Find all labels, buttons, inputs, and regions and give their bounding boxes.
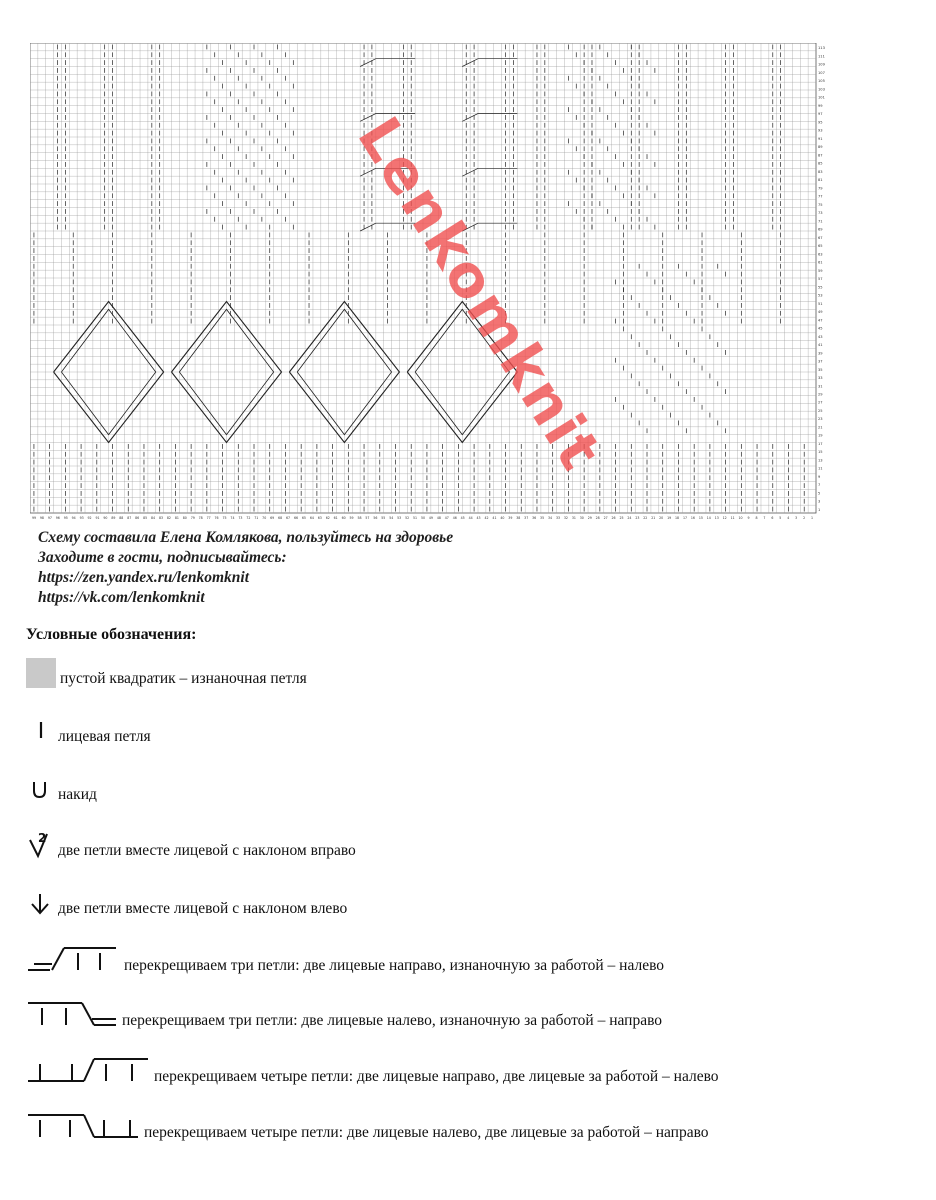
row-number-label: 83 bbox=[818, 169, 823, 174]
row-number-label: 79 bbox=[818, 186, 823, 191]
credits bbox=[38, 528, 453, 608]
credit-link-vk[interactable]: https://vk.com/lenkomknit bbox=[38, 589, 205, 606]
row-number-label: 25 bbox=[818, 408, 823, 413]
column-number-label: 15 bbox=[698, 516, 703, 520]
row-number-label: 45 bbox=[818, 326, 823, 331]
column-number-label: 44 bbox=[468, 516, 473, 520]
column-number-label: 75 bbox=[222, 516, 227, 520]
row-number-label: 23 bbox=[818, 417, 823, 422]
column-number-label: 95 bbox=[63, 516, 68, 520]
column-number-label: 30 bbox=[579, 516, 584, 520]
row-number-label: 31 bbox=[818, 384, 823, 389]
column-number-label: 49 bbox=[428, 516, 433, 520]
row-number-label: 21 bbox=[818, 425, 823, 430]
cross-four-left-icon bbox=[26, 1112, 140, 1142]
column-number-label: 36 bbox=[532, 516, 537, 520]
row-number-label: 5 bbox=[818, 491, 821, 496]
column-number-label: 57 bbox=[365, 516, 370, 520]
row-number-label: 101 bbox=[818, 95, 825, 100]
column-number-label: 29 bbox=[587, 516, 592, 520]
cross-three-right-icon bbox=[26, 945, 120, 975]
column-number-label: 61 bbox=[333, 516, 338, 520]
column-number-label: 17 bbox=[682, 516, 688, 520]
column-number-label: 18 bbox=[675, 516, 680, 520]
column-number-label: 66 bbox=[293, 516, 299, 520]
legend-text-k2tog-left: две петли вместе лицевой с наклоном влево bbox=[58, 900, 348, 917]
column-number-label: 8 bbox=[755, 516, 758, 520]
column-number-label: 2 bbox=[803, 516, 806, 520]
row-number-label: 47 bbox=[818, 318, 823, 323]
column-number-label: 98 bbox=[39, 516, 44, 520]
credit-author: Схему составила Елена Комлякова, пользуйтесь на здоровье bbox=[38, 529, 454, 546]
row-number-label: 29 bbox=[818, 392, 823, 397]
column-number-label: 42 bbox=[484, 516, 489, 520]
row-number-label: 75 bbox=[818, 202, 823, 207]
column-number-label: 11 bbox=[730, 516, 735, 520]
row-number-label: 89 bbox=[818, 145, 823, 150]
column-number-label: 62 bbox=[325, 516, 330, 520]
column-number-label: 48 bbox=[436, 516, 441, 520]
column-number-label: 47 bbox=[444, 516, 449, 520]
svg-text:2: 2 bbox=[38, 831, 47, 845]
legend-title: Условные обозначения: bbox=[26, 626, 197, 643]
row-number-label: 93 bbox=[818, 128, 823, 133]
column-number-label: 23 bbox=[635, 516, 640, 520]
legend-text-purl: пустой квадратик – изнаночная петля bbox=[60, 670, 307, 687]
yarn-over-icon bbox=[26, 774, 54, 804]
legend-text-knit: лицевая петля bbox=[58, 728, 151, 745]
row-number-label: 3 bbox=[818, 499, 821, 504]
row-number-label: 105 bbox=[818, 79, 825, 84]
column-number-label: 22 bbox=[643, 516, 648, 520]
column-number-label: 92 bbox=[87, 516, 92, 520]
column-number-label: 89 bbox=[111, 516, 116, 520]
column-number-label: 96 bbox=[55, 516, 60, 520]
column-number-label: 68 bbox=[278, 516, 283, 520]
row-number-label: 103 bbox=[818, 87, 825, 92]
column-number-label: 16 bbox=[690, 516, 695, 520]
row-number-label: 37 bbox=[818, 359, 823, 364]
row-number-label: 109 bbox=[818, 62, 825, 67]
column-number-label: 40 bbox=[500, 516, 505, 520]
column-number-label: 6 bbox=[771, 516, 774, 520]
column-number-label: 21 bbox=[651, 516, 656, 520]
column-number-label: 43 bbox=[476, 516, 481, 520]
row-number-label: 73 bbox=[818, 211, 823, 216]
column-number-label: 31 bbox=[571, 516, 576, 520]
column-number-label: 81 bbox=[174, 516, 179, 520]
row-number-label: 7 bbox=[818, 483, 821, 488]
column-number-label: 12 bbox=[722, 516, 727, 520]
column-number-label: 45 bbox=[460, 516, 465, 520]
row-number-label: 65 bbox=[818, 244, 823, 249]
column-number-label: 91 bbox=[95, 516, 100, 520]
row-number-label: 69 bbox=[818, 227, 823, 232]
column-number-label: 54 bbox=[389, 516, 394, 520]
legend-item-k2tog-right bbox=[26, 830, 356, 860]
column-number-label: 74 bbox=[230, 516, 235, 520]
column-number-label: 26 bbox=[611, 516, 616, 520]
row-number-label: 15 bbox=[818, 450, 823, 455]
column-number-label: 5 bbox=[779, 516, 782, 520]
legend-item-purl bbox=[26, 658, 307, 688]
column-number-label: 19 bbox=[667, 516, 672, 520]
column-number-label: 13 bbox=[714, 516, 719, 520]
row-number-label: 1 bbox=[818, 507, 821, 512]
row-number-label: 19 bbox=[818, 433, 823, 438]
column-number-label: 24 bbox=[627, 516, 632, 520]
column-number-label: 63 bbox=[317, 516, 322, 520]
column-number-label: 41 bbox=[492, 516, 497, 520]
column-number-label: 32 bbox=[563, 516, 568, 520]
cross-three-left-icon bbox=[26, 1000, 118, 1030]
purl-square-icon bbox=[26, 658, 56, 688]
column-number-label: 76 bbox=[214, 516, 219, 520]
row-number-label: 57 bbox=[818, 277, 823, 282]
legend-item-cross4-right bbox=[26, 1056, 719, 1086]
column-number-label: 33 bbox=[555, 516, 561, 520]
row-number-label: 113 bbox=[818, 46, 825, 51]
row-number-label: 111 bbox=[818, 54, 825, 59]
row-number-label: 61 bbox=[818, 260, 823, 265]
column-number-label: 82 bbox=[166, 516, 171, 520]
column-number-label: 72 bbox=[246, 516, 251, 520]
column-number-label: 25 bbox=[619, 516, 624, 520]
row-number-label: 63 bbox=[818, 252, 823, 257]
column-number-label: 90 bbox=[103, 516, 108, 520]
column-number-label: 60 bbox=[341, 516, 346, 520]
row-number-label: 97 bbox=[818, 112, 823, 117]
legend-text-cross3-left: перекрещиваем три петли: две лицевые налево, изнаночную за работой – направо bbox=[122, 1012, 663, 1029]
row-number-label: 33 bbox=[818, 376, 823, 381]
row-number-label: 87 bbox=[818, 153, 823, 158]
column-number-label: 14 bbox=[706, 516, 711, 520]
column-number-label: 27 bbox=[603, 516, 608, 520]
column-number-label: 71 bbox=[254, 516, 259, 520]
chart-grid bbox=[30, 43, 825, 523]
legend-item-cross3-right bbox=[26, 945, 664, 975]
column-number-label: 83 bbox=[158, 516, 164, 520]
legend-text-cross4-left: перекрещиваем четыре петли: две лицевые налево, две лицевые за работой – направо bbox=[144, 1124, 709, 1141]
row-number-label: 49 bbox=[818, 310, 823, 315]
column-number-label: 1 bbox=[811, 516, 814, 520]
row-number-label: 107 bbox=[818, 70, 825, 75]
row-number-label: 41 bbox=[818, 343, 823, 348]
column-number-label: 28 bbox=[595, 516, 600, 520]
legend-item-yarn-over bbox=[26, 774, 97, 804]
row-number-label: 77 bbox=[818, 194, 823, 199]
column-number-label: 50 bbox=[420, 516, 426, 520]
column-number-label: 39 bbox=[508, 516, 513, 520]
legend-text-yarn-over: накид bbox=[58, 786, 97, 803]
row-number-label: 39 bbox=[818, 351, 823, 356]
column-number-label: 69 bbox=[270, 516, 275, 520]
row-number-label: 35 bbox=[818, 367, 823, 372]
watermark: Lenkomknit bbox=[344, 105, 616, 483]
column-number-label: 88 bbox=[119, 516, 124, 520]
row-number-label: 9 bbox=[818, 474, 821, 479]
column-number-label: 51 bbox=[413, 516, 418, 520]
k2tog-left-icon bbox=[26, 888, 54, 918]
column-number-label: 94 bbox=[71, 516, 76, 520]
legend-text-cross4-right: перекрещиваем четыре петли: две лицевые направо, две лицевые за работой – налево bbox=[154, 1068, 719, 1085]
column-number-label: 10 bbox=[738, 516, 743, 520]
row-number-label: 95 bbox=[818, 120, 823, 125]
column-number-label: 52 bbox=[405, 516, 410, 520]
column-number-label: 46 bbox=[452, 516, 457, 520]
column-number-label: 4 bbox=[787, 516, 790, 520]
column-number-label: 3 bbox=[795, 516, 798, 520]
k2tog-right-icon bbox=[26, 830, 54, 860]
column-number-label: 65 bbox=[301, 516, 306, 520]
row-number-label: 55 bbox=[818, 285, 823, 290]
legend-item-cross4-left bbox=[26, 1112, 709, 1142]
column-number-label: 79 bbox=[190, 516, 195, 520]
column-number-label: 85 bbox=[143, 516, 148, 520]
row-number-label: 59 bbox=[818, 268, 823, 273]
row-number-label: 81 bbox=[818, 178, 823, 183]
column-number-label: 87 bbox=[127, 516, 132, 520]
column-number-label: 86 bbox=[135, 516, 140, 520]
column-number-label: 97 bbox=[47, 516, 52, 520]
knitting-chart bbox=[30, 43, 825, 523]
row-number-label: 11 bbox=[818, 466, 823, 471]
row-number-label: 27 bbox=[818, 400, 823, 405]
row-number-label: 43 bbox=[818, 334, 823, 339]
row-number-label: 51 bbox=[818, 301, 823, 306]
row-number-label: 71 bbox=[818, 219, 823, 224]
column-number-label: 55 bbox=[381, 516, 386, 520]
credit-invite: Заходите в гости, подписывайтесь: bbox=[38, 549, 287, 566]
column-number-label: 77 bbox=[206, 516, 211, 520]
legend-text-k2tog-right: две петли вместе лицевой с наклоном вправо bbox=[58, 842, 356, 859]
column-number-label: 35 bbox=[540, 516, 545, 520]
column-number-label: 37 bbox=[524, 516, 529, 520]
legend-item-k2tog-left bbox=[26, 888, 347, 918]
legend-item-knit bbox=[26, 716, 151, 746]
column-number-label: 64 bbox=[309, 516, 314, 520]
column-number-label: 80 bbox=[182, 516, 187, 520]
column-number-label: 58 bbox=[357, 516, 362, 520]
column-number-label: 70 bbox=[262, 516, 267, 520]
column-number-label: 78 bbox=[198, 516, 203, 520]
column-number-label: 99 bbox=[31, 516, 37, 520]
row-number-label: 67 bbox=[818, 235, 823, 240]
column-number-label: 7 bbox=[763, 516, 766, 520]
row-number-label: 17 bbox=[818, 441, 823, 446]
cross-four-right-icon bbox=[26, 1056, 150, 1086]
credit-link-zen[interactable]: https://zen.yandex.ru/lenkomknit bbox=[38, 569, 250, 586]
column-number-label: 93 bbox=[79, 516, 84, 520]
row-number-label: 85 bbox=[818, 161, 823, 166]
row-number-label: 99 bbox=[818, 103, 823, 108]
knit-stitch-icon bbox=[26, 716, 54, 746]
column-number-label: 53 bbox=[397, 516, 402, 520]
legend-item-cross3-left bbox=[26, 1000, 662, 1030]
column-number-label: 59 bbox=[349, 516, 354, 520]
row-number-label: 13 bbox=[818, 458, 823, 463]
column-number-label: 38 bbox=[516, 516, 521, 520]
row-number-label: 53 bbox=[818, 293, 823, 298]
column-number-label: 67 bbox=[285, 516, 291, 520]
column-number-label: 84 bbox=[151, 516, 156, 520]
column-number-label: 9 bbox=[747, 516, 750, 520]
row-number-label: 91 bbox=[818, 136, 823, 141]
column-number-label: 20 bbox=[659, 516, 664, 520]
column-number-label: 56 bbox=[373, 516, 378, 520]
legend-text-cross3-right: перекрещиваем три петли: две лицевые направо, изнаночную за работой – налево bbox=[124, 957, 665, 974]
column-number-label: 73 bbox=[238, 516, 243, 520]
column-number-label: 34 bbox=[547, 516, 553, 520]
